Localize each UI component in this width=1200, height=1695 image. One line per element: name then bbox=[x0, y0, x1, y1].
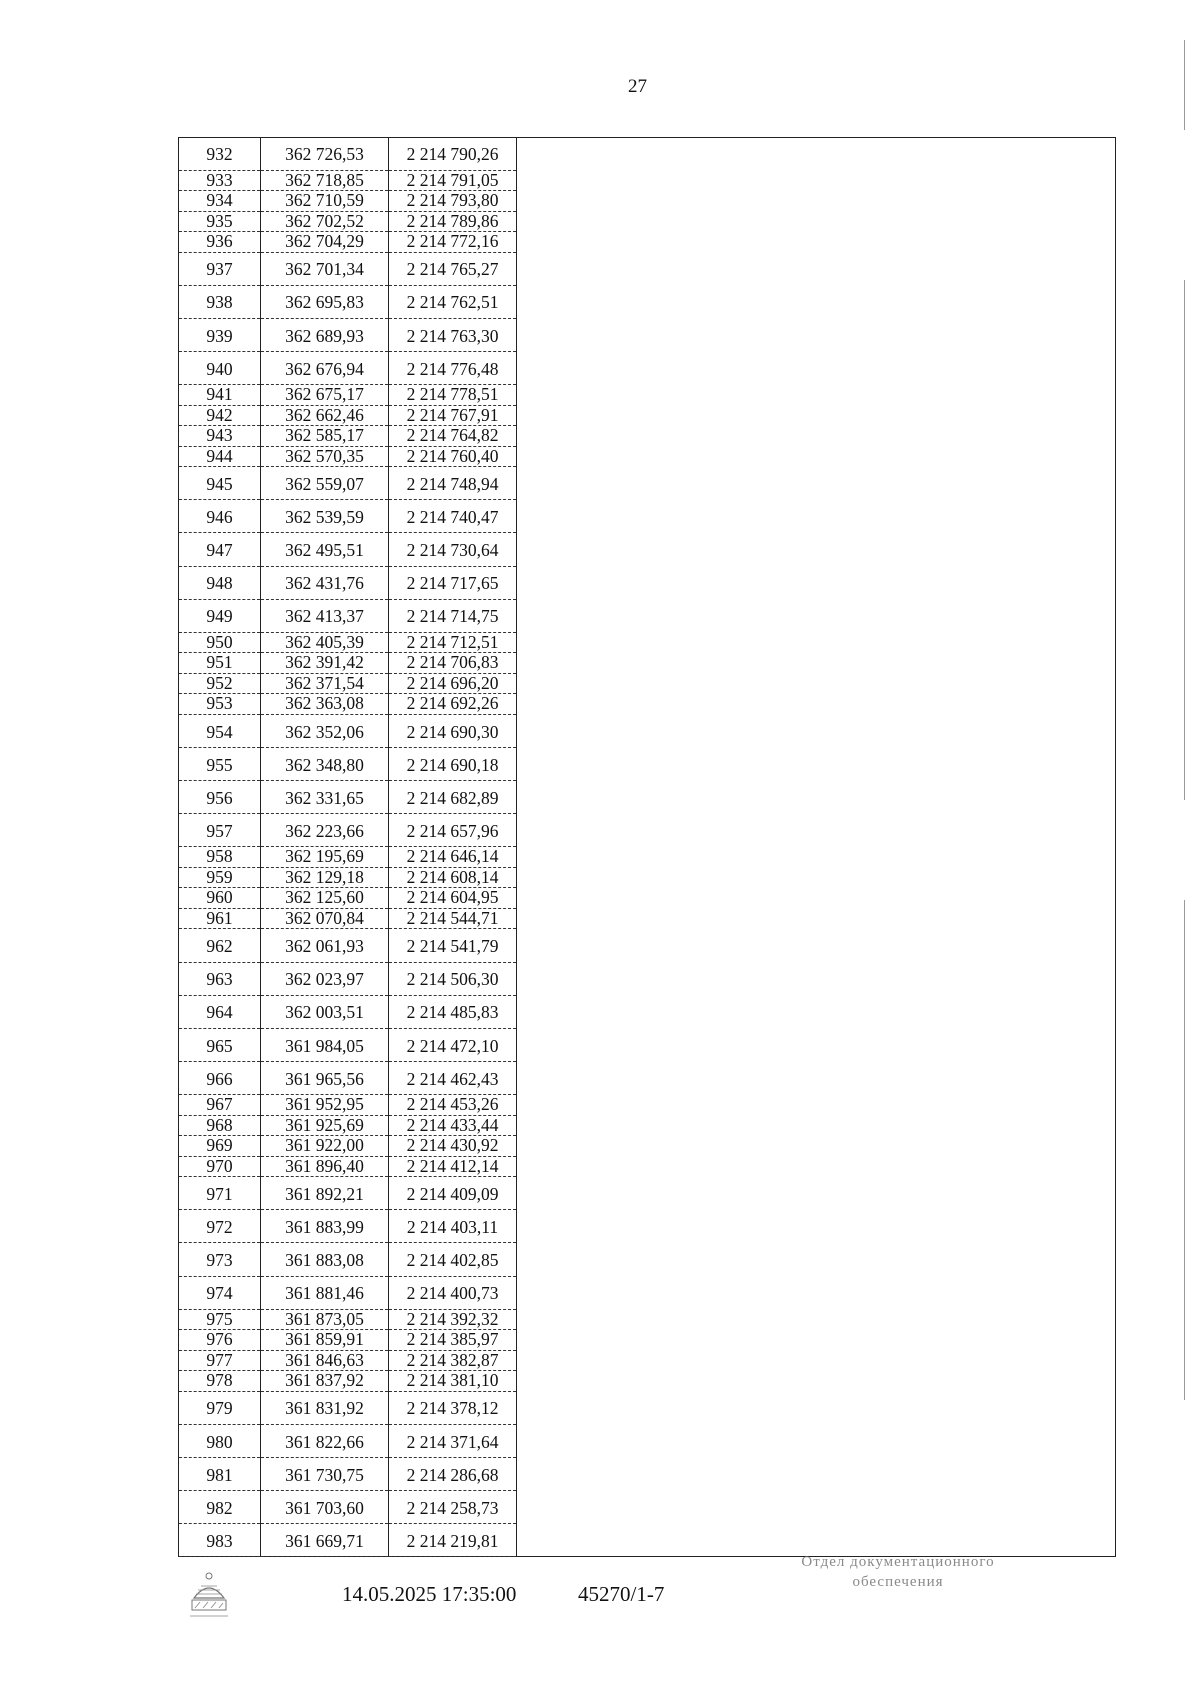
point-number-cell: 945 bbox=[179, 467, 261, 500]
y-coordinate-cell: 2 214 472,10 bbox=[389, 1028, 517, 1061]
point-number-cell: 932 bbox=[179, 137, 261, 170]
point-number-cell: 961 bbox=[179, 908, 261, 929]
y-coordinate-cell: 2 214 730,64 bbox=[389, 533, 517, 566]
y-coordinate-cell: 2 214 778,51 bbox=[389, 385, 517, 406]
x-coordinate-cell: 362 371,54 bbox=[261, 673, 389, 694]
scan-margin-mark bbox=[1184, 40, 1185, 130]
table-row bbox=[179, 191, 517, 212]
scan-margin-mark bbox=[1184, 900, 1185, 1400]
y-coordinate-cell: 2 214 696,20 bbox=[389, 673, 517, 694]
point-number-cell: 983 bbox=[179, 1524, 261, 1557]
y-coordinate-cell: 2 214 717,65 bbox=[389, 566, 517, 599]
point-number-cell: 978 bbox=[179, 1371, 261, 1392]
x-coordinate-cell: 362 023,97 bbox=[261, 962, 389, 995]
table-row bbox=[179, 694, 517, 715]
table-row bbox=[179, 1424, 517, 1457]
y-coordinate-cell: 2 214 400,73 bbox=[389, 1276, 517, 1309]
table-row bbox=[179, 137, 517, 170]
x-coordinate-cell: 361 846,63 bbox=[261, 1350, 389, 1371]
y-coordinate-cell: 2 214 541,79 bbox=[389, 929, 517, 962]
y-coordinate-cell: 2 214 392,32 bbox=[389, 1309, 517, 1330]
x-coordinate-cell: 361 837,92 bbox=[261, 1371, 389, 1392]
y-coordinate-cell: 2 214 790,26 bbox=[389, 137, 517, 170]
y-coordinate-cell: 2 214 764,82 bbox=[389, 426, 517, 447]
table-row bbox=[179, 1243, 517, 1276]
table-row bbox=[179, 1524, 517, 1557]
table-row bbox=[179, 1458, 517, 1491]
x-coordinate-cell: 362 695,83 bbox=[261, 285, 389, 318]
x-coordinate-cell: 362 689,93 bbox=[261, 318, 389, 351]
x-coordinate-cell: 362 718,85 bbox=[261, 170, 389, 191]
x-coordinate-cell: 361 892,21 bbox=[261, 1177, 389, 1210]
point-number-cell: 973 bbox=[179, 1243, 261, 1276]
coordinates-table-frame bbox=[178, 137, 1116, 1557]
stamp-line-2: обеспечения bbox=[852, 1574, 944, 1591]
y-coordinate-cell: 2 214 772,16 bbox=[389, 232, 517, 253]
table-row bbox=[179, 908, 517, 929]
y-coordinate-cell: 2 214 760,40 bbox=[389, 446, 517, 467]
y-coordinate-cell: 2 214 657,96 bbox=[389, 814, 517, 847]
coordinates-table bbox=[178, 137, 517, 1557]
x-coordinate-cell: 362 539,59 bbox=[261, 500, 389, 533]
table-row bbox=[179, 962, 517, 995]
table-row bbox=[179, 632, 517, 653]
point-number-cell: 954 bbox=[179, 714, 261, 747]
y-coordinate-cell: 2 214 378,12 bbox=[389, 1391, 517, 1424]
table-row bbox=[179, 170, 517, 191]
table-row bbox=[179, 714, 517, 747]
x-coordinate-cell: 361 952,95 bbox=[261, 1095, 389, 1116]
y-coordinate-cell: 2 214 286,68 bbox=[389, 1458, 517, 1491]
table-row bbox=[179, 1028, 517, 1061]
x-coordinate-cell: 362 701,34 bbox=[261, 252, 389, 285]
y-coordinate-cell: 2 214 793,80 bbox=[389, 191, 517, 212]
point-number-cell: 956 bbox=[179, 781, 261, 814]
y-coordinate-cell: 2 214 371,64 bbox=[389, 1424, 517, 1457]
scan-margin-mark bbox=[1184, 280, 1185, 800]
point-number-cell: 933 bbox=[179, 170, 261, 191]
y-coordinate-cell: 2 214 690,30 bbox=[389, 714, 517, 747]
y-coordinate-cell: 2 214 690,18 bbox=[389, 748, 517, 781]
x-coordinate-cell: 362 570,35 bbox=[261, 446, 389, 467]
point-number-cell: 969 bbox=[179, 1136, 261, 1157]
x-coordinate-cell: 362 585,17 bbox=[261, 426, 389, 447]
point-number-cell: 950 bbox=[179, 632, 261, 653]
emblem-logo bbox=[186, 1570, 232, 1622]
table-row bbox=[179, 1095, 517, 1116]
point-number-cell: 971 bbox=[179, 1177, 261, 1210]
y-coordinate-cell: 2 214 763,30 bbox=[389, 318, 517, 351]
y-coordinate-cell: 2 214 433,44 bbox=[389, 1115, 517, 1136]
y-coordinate-cell: 2 214 692,26 bbox=[389, 694, 517, 715]
x-coordinate-cell: 362 129,18 bbox=[261, 867, 389, 888]
table-row bbox=[179, 566, 517, 599]
x-coordinate-cell: 362 348,80 bbox=[261, 748, 389, 781]
table-row bbox=[179, 847, 517, 868]
y-coordinate-cell: 2 214 776,48 bbox=[389, 352, 517, 385]
x-coordinate-cell: 362 431,76 bbox=[261, 566, 389, 599]
x-coordinate-cell: 362 391,42 bbox=[261, 653, 389, 674]
table-row bbox=[179, 929, 517, 962]
table-row bbox=[179, 1136, 517, 1157]
table-row bbox=[179, 599, 517, 632]
y-coordinate-cell: 2 214 258,73 bbox=[389, 1491, 517, 1524]
table-row bbox=[179, 352, 517, 385]
x-coordinate-cell: 361 730,75 bbox=[261, 1458, 389, 1491]
point-number-cell: 981 bbox=[179, 1458, 261, 1491]
y-coordinate-cell: 2 214 409,09 bbox=[389, 1177, 517, 1210]
x-coordinate-cell: 362 675,17 bbox=[261, 385, 389, 406]
x-coordinate-cell: 361 669,71 bbox=[261, 1524, 389, 1557]
table-row bbox=[179, 318, 517, 351]
x-coordinate-cell: 361 984,05 bbox=[261, 1028, 389, 1061]
x-coordinate-cell: 362 704,29 bbox=[261, 232, 389, 253]
table-row bbox=[179, 867, 517, 888]
point-number-cell: 964 bbox=[179, 995, 261, 1028]
table-row bbox=[179, 1309, 517, 1330]
point-number-cell: 980 bbox=[179, 1424, 261, 1457]
point-number-cell: 966 bbox=[179, 1062, 261, 1095]
y-coordinate-cell: 2 214 412,14 bbox=[389, 1156, 517, 1177]
table-row bbox=[179, 405, 517, 426]
table-row bbox=[179, 232, 517, 253]
footer-datetime: 14.05.2025 17:35:00 bbox=[342, 1582, 517, 1606]
table-row bbox=[179, 285, 517, 318]
point-number-cell: 947 bbox=[179, 533, 261, 566]
x-coordinate-cell: 362 352,06 bbox=[261, 714, 389, 747]
y-coordinate-cell: 2 214 608,14 bbox=[389, 867, 517, 888]
table-row bbox=[179, 426, 517, 447]
point-number-cell: 934 bbox=[179, 191, 261, 212]
point-number-cell: 963 bbox=[179, 962, 261, 995]
table-row bbox=[179, 748, 517, 781]
point-number-cell: 972 bbox=[179, 1210, 261, 1243]
point-number-cell: 957 bbox=[179, 814, 261, 847]
y-coordinate-cell: 2 214 767,91 bbox=[389, 405, 517, 426]
point-number-cell: 951 bbox=[179, 653, 261, 674]
table-row bbox=[179, 446, 517, 467]
y-coordinate-cell: 2 214 506,30 bbox=[389, 962, 517, 995]
point-number-cell: 974 bbox=[179, 1276, 261, 1309]
y-coordinate-cell: 2 214 604,95 bbox=[389, 888, 517, 909]
y-coordinate-cell: 2 214 646,14 bbox=[389, 847, 517, 868]
x-coordinate-cell: 362 405,39 bbox=[261, 632, 389, 653]
point-number-cell: 968 bbox=[179, 1115, 261, 1136]
y-coordinate-cell: 2 214 402,85 bbox=[389, 1243, 517, 1276]
x-coordinate-cell: 362 331,65 bbox=[261, 781, 389, 814]
x-coordinate-cell: 362 195,69 bbox=[261, 847, 389, 868]
point-number-cell: 962 bbox=[179, 929, 261, 962]
y-coordinate-cell: 2 214 382,87 bbox=[389, 1350, 517, 1371]
point-number-cell: 958 bbox=[179, 847, 261, 868]
y-coordinate-cell: 2 214 385,97 bbox=[389, 1330, 517, 1351]
table-row bbox=[179, 211, 517, 232]
footer-document-number: 45270/1-7 bbox=[578, 1582, 665, 1606]
point-number-cell: 949 bbox=[179, 599, 261, 632]
x-coordinate-cell: 362 070,84 bbox=[261, 908, 389, 929]
table-row bbox=[179, 500, 517, 533]
table-row bbox=[179, 1276, 517, 1309]
x-coordinate-cell: 362 710,59 bbox=[261, 191, 389, 212]
table-row bbox=[179, 673, 517, 694]
table-row bbox=[179, 1391, 517, 1424]
y-coordinate-cell: 2 214 748,94 bbox=[389, 467, 517, 500]
point-number-cell: 967 bbox=[179, 1095, 261, 1116]
point-number-cell: 948 bbox=[179, 566, 261, 599]
point-number-cell: 976 bbox=[179, 1330, 261, 1351]
y-coordinate-cell: 2 214 682,89 bbox=[389, 781, 517, 814]
table-row bbox=[179, 781, 517, 814]
point-number-cell: 937 bbox=[179, 252, 261, 285]
x-coordinate-cell: 361 925,69 bbox=[261, 1115, 389, 1136]
x-coordinate-cell: 362 662,46 bbox=[261, 405, 389, 426]
point-number-cell: 939 bbox=[179, 318, 261, 351]
point-number-cell: 979 bbox=[179, 1391, 261, 1424]
y-coordinate-cell: 2 214 219,81 bbox=[389, 1524, 517, 1557]
y-coordinate-cell: 2 214 765,27 bbox=[389, 252, 517, 285]
point-number-cell: 946 bbox=[179, 500, 261, 533]
x-coordinate-cell: 362 726,53 bbox=[261, 137, 389, 170]
x-coordinate-cell: 362 413,37 bbox=[261, 599, 389, 632]
point-number-cell: 960 bbox=[179, 888, 261, 909]
x-coordinate-cell: 362 061,93 bbox=[261, 929, 389, 962]
point-number-cell: 940 bbox=[179, 352, 261, 385]
y-coordinate-cell: 2 214 789,86 bbox=[389, 211, 517, 232]
point-number-cell: 943 bbox=[179, 426, 261, 447]
x-coordinate-cell: 362 702,52 bbox=[261, 211, 389, 232]
y-coordinate-cell: 2 214 381,10 bbox=[389, 1371, 517, 1392]
x-coordinate-cell: 361 883,08 bbox=[261, 1243, 389, 1276]
x-coordinate-cell: 361 922,00 bbox=[261, 1136, 389, 1157]
table-row bbox=[179, 1062, 517, 1095]
x-coordinate-cell: 361 873,05 bbox=[261, 1309, 389, 1330]
table-row bbox=[179, 1491, 517, 1524]
y-coordinate-cell: 2 214 544,71 bbox=[389, 908, 517, 929]
point-number-cell: 935 bbox=[179, 211, 261, 232]
x-coordinate-cell: 361 859,91 bbox=[261, 1330, 389, 1351]
table-row bbox=[179, 1210, 517, 1243]
point-number-cell: 965 bbox=[179, 1028, 261, 1061]
table-row bbox=[179, 1177, 517, 1210]
point-number-cell: 975 bbox=[179, 1309, 261, 1330]
table-row bbox=[179, 533, 517, 566]
point-number-cell: 970 bbox=[179, 1156, 261, 1177]
table-row bbox=[179, 467, 517, 500]
x-coordinate-cell: 362 125,60 bbox=[261, 888, 389, 909]
x-coordinate-cell: 362 363,08 bbox=[261, 694, 389, 715]
y-coordinate-cell: 2 214 462,43 bbox=[389, 1062, 517, 1095]
table-row bbox=[179, 653, 517, 674]
page-number: 27 bbox=[628, 76, 647, 97]
coordinates-table-body bbox=[179, 137, 517, 1557]
y-coordinate-cell: 2 214 430,92 bbox=[389, 1136, 517, 1157]
y-coordinate-cell: 2 214 791,05 bbox=[389, 170, 517, 191]
x-coordinate-cell: 361 881,46 bbox=[261, 1276, 389, 1309]
x-coordinate-cell: 362 676,94 bbox=[261, 352, 389, 385]
point-number-cell: 952 bbox=[179, 673, 261, 694]
point-number-cell: 942 bbox=[179, 405, 261, 426]
point-number-cell: 944 bbox=[179, 446, 261, 467]
x-coordinate-cell: 361 831,92 bbox=[261, 1391, 389, 1424]
x-coordinate-cell: 361 883,99 bbox=[261, 1210, 389, 1243]
x-coordinate-cell: 361 703,60 bbox=[261, 1491, 389, 1524]
table-row bbox=[179, 252, 517, 285]
x-coordinate-cell: 361 822,66 bbox=[261, 1424, 389, 1457]
point-number-cell: 982 bbox=[179, 1491, 261, 1524]
y-coordinate-cell: 2 214 485,83 bbox=[389, 995, 517, 1028]
point-number-cell: 953 bbox=[179, 694, 261, 715]
stamp-line-1: Отдел документационного bbox=[801, 1554, 995, 1570]
y-coordinate-cell: 2 214 740,47 bbox=[389, 500, 517, 533]
y-coordinate-cell: 2 214 706,83 bbox=[389, 653, 517, 674]
table-row bbox=[179, 1115, 517, 1136]
point-number-cell: 955 bbox=[179, 748, 261, 781]
emblem-icon bbox=[186, 1570, 232, 1622]
point-number-cell: 941 bbox=[179, 385, 261, 406]
y-coordinate-cell: 2 214 714,75 bbox=[389, 599, 517, 632]
y-coordinate-cell: 2 214 712,51 bbox=[389, 632, 517, 653]
x-coordinate-cell: 362 559,07 bbox=[261, 467, 389, 500]
y-coordinate-cell: 2 214 453,26 bbox=[389, 1095, 517, 1116]
point-number-cell: 959 bbox=[179, 867, 261, 888]
table-row bbox=[179, 1330, 517, 1351]
table-row bbox=[179, 1156, 517, 1177]
table-row bbox=[179, 995, 517, 1028]
table-row bbox=[179, 1371, 517, 1392]
x-coordinate-cell: 361 896,40 bbox=[261, 1156, 389, 1177]
x-coordinate-cell: 362 495,51 bbox=[261, 533, 389, 566]
x-coordinate-cell: 362 003,51 bbox=[261, 995, 389, 1028]
table-row bbox=[179, 385, 517, 406]
table-row bbox=[179, 888, 517, 909]
table-row bbox=[179, 814, 517, 847]
point-number-cell: 938 bbox=[179, 285, 261, 318]
y-coordinate-cell: 2 214 762,51 bbox=[389, 285, 517, 318]
department-stamp bbox=[748, 1552, 1048, 1593]
point-number-cell: 977 bbox=[179, 1350, 261, 1371]
point-number-cell: 936 bbox=[179, 232, 261, 253]
x-coordinate-cell: 362 223,66 bbox=[261, 814, 389, 847]
y-coordinate-cell: 2 214 403,11 bbox=[389, 1210, 517, 1243]
x-coordinate-cell: 361 965,56 bbox=[261, 1062, 389, 1095]
table-row bbox=[179, 1350, 517, 1371]
